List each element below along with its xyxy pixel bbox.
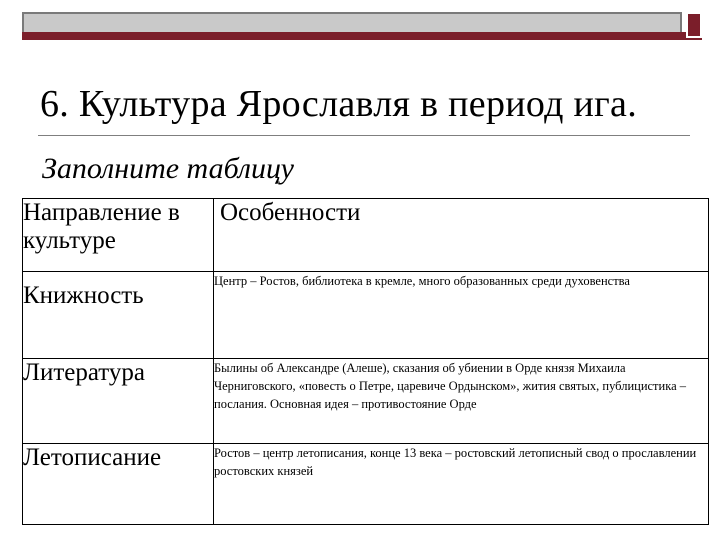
row-direction: Книжность xyxy=(23,272,214,359)
decorative-corner-box xyxy=(686,12,702,38)
table-row xyxy=(23,444,709,525)
slide-subtitle: Заполните таблицу xyxy=(42,152,294,185)
header-direction: Направление в культуре xyxy=(23,199,214,272)
decorative-accent-stripe xyxy=(22,32,702,40)
table-row xyxy=(23,359,709,444)
row-details: Былины об Александре (Алеше), сказания об убиении в Орде князя Михаила Черниговского, «повесть о Петре, царевиче Ордынском», жития святых, публицистика – послания. Основная идея – противостояние Орде xyxy=(214,359,709,444)
table-row xyxy=(23,272,709,359)
row-direction: Литература xyxy=(23,359,214,444)
culture-table xyxy=(22,198,709,525)
title-divider xyxy=(38,135,690,136)
slide-title: 6. Культура Ярославля в период ига. xyxy=(40,83,638,125)
row-details: Ростов – центр летописания, конце 13 века – ростовский летописный свод о прославлении ростовских князей xyxy=(214,444,709,525)
row-details: Центр – Ростов, библиотека в кремле, много образованных среди духовенства xyxy=(214,272,709,359)
header-features: Особенности xyxy=(214,199,709,272)
row-direction: Летописание xyxy=(23,444,214,525)
table-header-row xyxy=(23,199,709,272)
